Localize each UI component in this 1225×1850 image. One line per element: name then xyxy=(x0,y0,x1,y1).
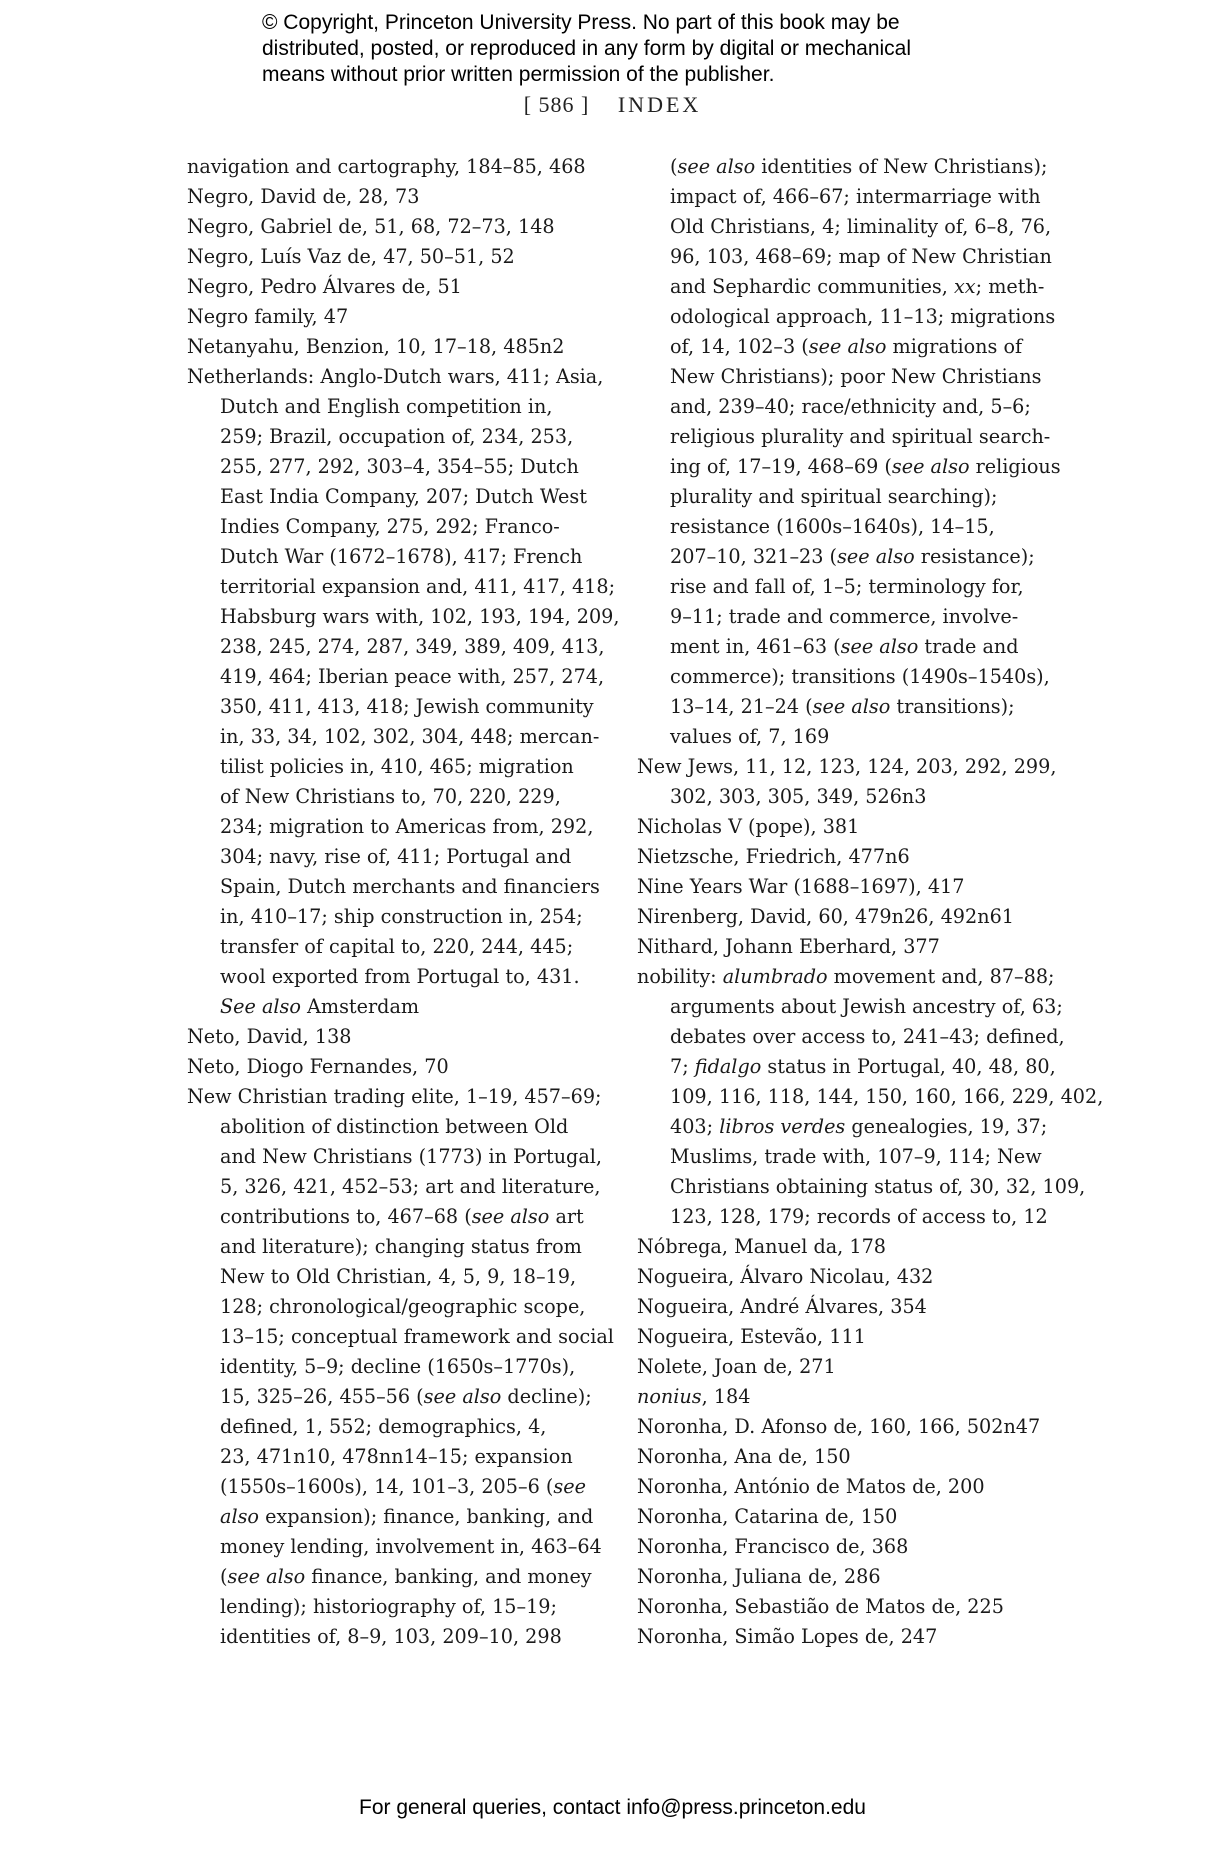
index-line: 350, 411, 413, 418; Jewish community xyxy=(220,695,594,718)
italic-term: see also xyxy=(840,635,919,658)
index-entry xyxy=(637,962,1104,1232)
index-entry xyxy=(637,1232,1062,1262)
index-line: abolition of distinction between Old xyxy=(220,1115,569,1138)
index-line: 207–10, 321–23 (see also resistance); xyxy=(670,545,1035,568)
index-line: also expansion); finance, banking, and xyxy=(220,1505,594,1528)
index-line: 128; chronological/geographic scope, xyxy=(220,1295,586,1318)
index-line: lending); historiography of, 15–19; xyxy=(220,1595,557,1618)
index-line: 419, 464; Iberian peace with, 257, 274, xyxy=(220,665,605,688)
index-line: 23, 471n10, 478nn14–15; expansion xyxy=(220,1445,573,1468)
index-line: Noronha, Juliana de, 286 xyxy=(637,1565,881,1588)
index-line: ing of, 17–19, 468–69 (see also religious xyxy=(670,455,1061,478)
index-entry xyxy=(637,1352,1062,1382)
index-line: wool exported from Portugal to, 431. xyxy=(220,965,580,988)
index-line: 5, 326, 421, 452–53; art and literature, xyxy=(220,1175,601,1198)
italic-term: see also xyxy=(677,155,756,178)
italic-term: see also xyxy=(891,455,970,478)
index-line: 403; libros verdes genealogies, 19, 37; xyxy=(670,1115,1048,1138)
index-line: (see also finance, banking, and money xyxy=(220,1565,592,1588)
index-line: Muslims, trade with, 107–9, 114; New xyxy=(670,1145,1042,1168)
index-line: rise and fall of, 1–5; terminology for, xyxy=(670,575,1024,598)
index-line: Nogueira, Álvaro Nicolau, 432 xyxy=(637,1265,934,1288)
index-line: Nolete, Joan de, 271 xyxy=(637,1355,836,1378)
index-line: (see also identities of New Christians); xyxy=(670,155,1048,178)
index-line: Nirenberg, David, 60, 479n26, 492n61 xyxy=(637,905,1014,928)
index-line: in, 410–17; ship construction in, 254; xyxy=(220,905,583,928)
index-entry xyxy=(187,272,607,302)
index-line: and, 239–40; race/ethnicity and, 5–6; xyxy=(670,395,1031,418)
index-line: Negro, Luís Vaz de, 47, 50–51, 52 xyxy=(187,245,515,268)
index-line: 13–14, 21–24 (see also transitions); xyxy=(670,695,1015,718)
section-title: INDEX xyxy=(617,92,702,117)
index-entry xyxy=(637,1562,1062,1592)
index-line: New Jews, 11, 12, 123, 124, 203, 292, 299, xyxy=(637,755,1057,778)
index-entry xyxy=(637,1592,1062,1622)
index-entry xyxy=(187,1082,614,1652)
index-line: Noronha, António de Matos de, 200 xyxy=(637,1475,985,1498)
index-line: impact of, 466–67; intermarriage with xyxy=(670,185,1041,208)
index-line: Nithard, Johann Eberhard, 377 xyxy=(637,935,940,958)
italic-term: fidalgo xyxy=(694,1055,762,1078)
index-line: 304; navy, rise of, 411; Portugal and xyxy=(220,845,572,868)
index-line: debates over access to, 241–43; defined, xyxy=(670,1025,1065,1048)
index-entry xyxy=(187,332,607,362)
index-line: Noronha, Sebastião de Matos de, 225 xyxy=(637,1595,1004,1618)
index-line: 15, 325–26, 455–56 (see also decline); xyxy=(220,1385,592,1408)
index-entry xyxy=(187,182,607,212)
index-line: New Christians); poor New Christians xyxy=(670,365,1042,388)
index-column-left xyxy=(187,152,620,1652)
index-line: Nogueira, André Álvares, 354 xyxy=(637,1295,927,1318)
index-entry xyxy=(187,152,607,182)
italic-term: see also xyxy=(471,1205,550,1228)
index-line: tilist policies in, 410, 465; migration xyxy=(220,755,574,778)
index-line: 109, 116, 118, 144, 150, 160, 166, 229, 402, xyxy=(670,1085,1104,1108)
index-line: Noronha, Ana de, 150 xyxy=(637,1445,851,1468)
index-line: Dutch and English competition in, xyxy=(220,395,553,418)
index-line: arguments about Jewish ancestry of, 63; xyxy=(670,995,1063,1018)
index-entry xyxy=(637,812,1062,842)
index-line: of New Christians to, 70, 220, 229, xyxy=(220,785,561,808)
index-line: Negro, Pedro Álvares de, 51 xyxy=(187,275,462,298)
index-line: 238, 245, 274, 287, 349, 389, 409, 413, xyxy=(220,635,605,658)
index-line: transfer of capital to, 220, 244, 445; xyxy=(220,935,574,958)
index-line: in, 33, 34, 102, 302, 304, 448; mercan- xyxy=(220,725,600,748)
index-entry xyxy=(637,1622,1062,1652)
index-line: Nogueira, Estevão, 111 xyxy=(637,1325,866,1348)
index-line: commerce); transitions (1490s–1540s), xyxy=(670,665,1050,688)
index-entry xyxy=(187,362,620,1022)
index-line: Old Christians, 4; liminality of, 6–8, 76, xyxy=(670,215,1052,238)
index-line: Nóbrega, Manuel da, 178 xyxy=(637,1235,887,1258)
index-line: Negro family, 47 xyxy=(187,305,349,328)
italic-term: libros verdes xyxy=(719,1115,846,1138)
index-line: and New Christians (1773) in Portugal, xyxy=(220,1145,603,1168)
index-line: territorial expansion and, 411, 417, 418; xyxy=(220,575,616,598)
index-line: values of, 7, 169 xyxy=(670,725,830,748)
index-line: Netherlands: Anglo-Dutch wars, 411; Asia, xyxy=(187,365,604,388)
index-line: Neto, Diogo Fernandes, 70 xyxy=(187,1055,449,1078)
index-line: Indies Company, 275, 292; Franco- xyxy=(220,515,560,538)
index-line: nonius, 184 xyxy=(637,1385,751,1408)
index-line: identity, 5–9; decline (1650s–1770s), xyxy=(220,1355,576,1378)
index-line: (1550s–1600s), 14, 101–3, 205–6 (see xyxy=(220,1475,586,1498)
index-line: Negro, David de, 28, 73 xyxy=(187,185,420,208)
index-line: East India Company, 207; Dutch West xyxy=(220,485,587,508)
index-line: 302, 303, 305, 349, 526n3 xyxy=(670,785,927,808)
index-column-right xyxy=(637,152,1104,1652)
index-line: 234; migration to Americas from, 292, xyxy=(220,815,594,838)
index-entry xyxy=(637,1442,1062,1472)
index-line: odological approach, 11–13; migrations xyxy=(670,305,1056,328)
index-entry xyxy=(637,752,1062,812)
italic-term: xx xyxy=(953,275,976,298)
copyright-line: distributed, posted, or reproduced in any form by digital or mechanical xyxy=(262,37,912,60)
italic-term: See also xyxy=(220,995,301,1018)
index-entry xyxy=(637,842,1062,872)
index-entry xyxy=(637,872,1062,902)
index-line: plurality and spiritual searching); xyxy=(670,485,998,508)
copyright-notice xyxy=(262,10,1022,88)
index-line: 259; Brazil, occupation of, 234, 253, xyxy=(220,425,574,448)
footer-contact: For general queries, contact info@press.princeton.edu xyxy=(359,1796,866,1819)
copyright-line: © Copyright, Princeton University Press. No part of this book may be xyxy=(262,11,900,34)
index-entry-continued xyxy=(637,152,1062,752)
index-entry xyxy=(187,1022,607,1052)
index-line: and literature); changing status from xyxy=(220,1235,582,1258)
index-entry xyxy=(637,1262,1062,1292)
index-line: defined, 1, 552; demographics, 4, xyxy=(220,1415,547,1438)
index-line: Noronha, Francisco de, 368 xyxy=(637,1535,909,1558)
index-line: religious plurality and spiritual search- xyxy=(670,425,1051,448)
index-line: 255, 277, 292, 303–4, 354–55; Dutch xyxy=(220,455,579,478)
index-entry xyxy=(637,1532,1062,1562)
index-line: Nietzsche, Friedrich, 477n6 xyxy=(637,845,910,868)
italic-term: nonius xyxy=(637,1385,702,1408)
index-line: money lending, involvement in, 463–64 xyxy=(220,1535,602,1558)
index-line: and Sephardic communities, xx; meth- xyxy=(670,275,1045,298)
italic-term: see also xyxy=(837,545,915,568)
index-line: Negro, Gabriel de, 51, 68, 72–73, 148 xyxy=(187,215,555,238)
index-entry xyxy=(637,1472,1062,1502)
index-entry xyxy=(187,1052,607,1082)
index-entry xyxy=(187,242,607,272)
index-line: See also Amsterdam xyxy=(220,995,420,1018)
index-entry xyxy=(637,1412,1062,1442)
index-line: identities of, 8–9, 103, 209–10, 298 xyxy=(220,1625,562,1648)
index-line: resistance (1600s–1640s), 14–15, xyxy=(670,515,995,538)
index-line: New to Old Christian, 4, 5, 9, 18–19, xyxy=(220,1265,577,1288)
index-line: of, 14, 102–3 (see also migrations of xyxy=(670,335,1023,358)
index-line: 7; fidalgo status in Portugal, 40, 48, 80, xyxy=(670,1055,1056,1078)
index-line: Noronha, Simão Lopes de, 247 xyxy=(637,1625,938,1648)
index-line: Dutch War (1672–1678), 417; French xyxy=(220,545,583,568)
index-line: Habsburg wars with, 102, 193, 194, 209, xyxy=(220,605,620,628)
italic-term: see also xyxy=(808,335,887,358)
italic-term: see also xyxy=(812,695,891,718)
index-line: Spain, Dutch merchants and financiers xyxy=(220,875,600,898)
index-line: 13–15; conceptual framework and social xyxy=(220,1325,614,1348)
index-line: nobility: alumbrado movement and, 87–88; xyxy=(637,965,1055,988)
index-line: ment in, 461–63 (see also trade and xyxy=(670,635,1019,658)
copyright-line: means without prior written permission of the publisher. xyxy=(262,63,775,86)
italic-term: also xyxy=(220,1505,259,1528)
index-line: Nicholas V (pope), 381 xyxy=(637,815,860,838)
italic-term: see also xyxy=(423,1385,502,1408)
index-line: Netanyahu, Benzion, 10, 17–18, 485n2 xyxy=(187,335,565,358)
page-number: [ 586 ] xyxy=(523,92,590,117)
index-line: 9–11; trade and commerce, involve- xyxy=(670,605,1019,628)
index-entry xyxy=(637,1322,1062,1352)
index-line: contributions to, 467–68 (see also art xyxy=(220,1205,584,1228)
index-line: 123, 128, 179; records of access to, 12 xyxy=(670,1205,1048,1228)
index-entry xyxy=(637,1502,1062,1532)
index-line: Nine Years War (1688–1697), 417 xyxy=(637,875,965,898)
index-line: Neto, David, 138 xyxy=(187,1025,352,1048)
italic-term: see also xyxy=(227,1565,306,1588)
index-line: 96, 103, 468–69; map of New Christian xyxy=(670,245,1052,268)
index-entry xyxy=(637,902,1062,932)
index-line: navigation and cartography, 184–85, 468 xyxy=(187,155,586,178)
index-line: Noronha, D. Afonso de, 160, 166, 502n47 xyxy=(637,1415,1041,1438)
index-entry xyxy=(637,1382,1062,1412)
italic-term: see xyxy=(553,1475,586,1498)
running-head xyxy=(0,92,1225,118)
index-entry xyxy=(187,212,607,242)
index-line: New Christian trading elite, 1–19, 457–69; xyxy=(187,1085,602,1108)
italic-term: alumbrado xyxy=(722,965,828,988)
index-entry xyxy=(637,932,1062,962)
index-entry xyxy=(637,1292,1062,1322)
index-entry xyxy=(187,302,607,332)
index-line: Christians obtaining status of, 30, 32, 109, xyxy=(670,1175,1086,1198)
index-line: Noronha, Catarina de, 150 xyxy=(637,1505,898,1528)
